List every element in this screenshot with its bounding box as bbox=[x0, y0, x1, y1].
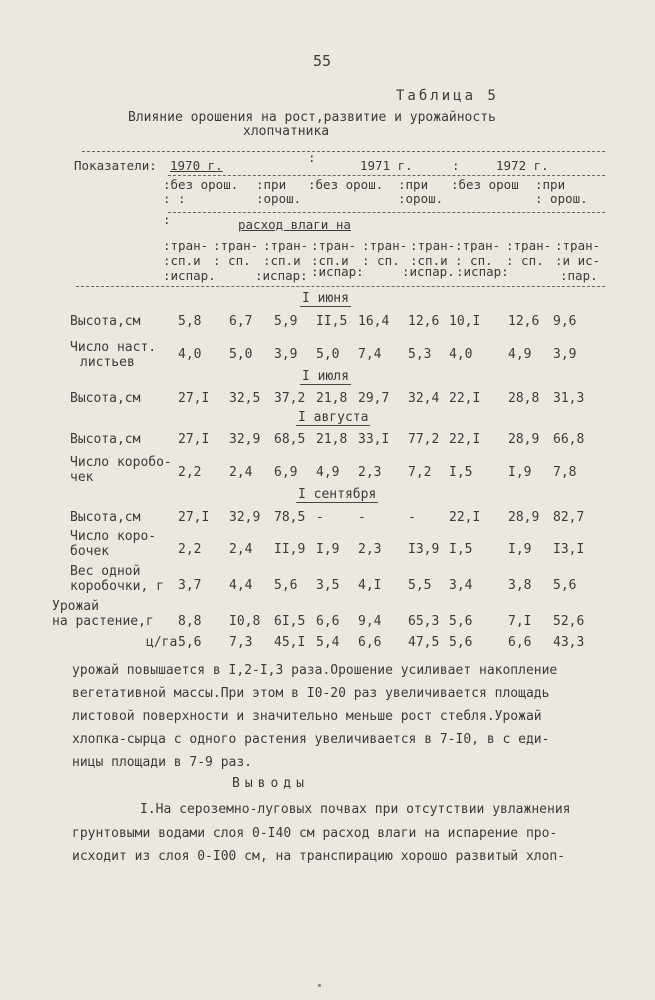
table-cell: II,9 bbox=[274, 542, 306, 557]
row-label: Число коробо- чек bbox=[70, 455, 172, 485]
sub-label: :испар: bbox=[311, 264, 364, 279]
sub-label: :тран- bbox=[455, 238, 501, 253]
table-cell: 37,2 bbox=[274, 391, 306, 406]
header-colon: : bbox=[308, 150, 316, 165]
table-cell: 7,4 bbox=[358, 347, 382, 362]
sub-label: :испар: bbox=[456, 264, 509, 279]
table-label: Таблица 5 bbox=[396, 88, 499, 104]
sub-label: :и ис- bbox=[555, 253, 601, 268]
section-title-june: I июня bbox=[302, 291, 349, 306]
table-cell: 3,9 bbox=[274, 347, 298, 362]
table-cell: 7,2 bbox=[408, 465, 432, 480]
sub-label: :тран- bbox=[410, 238, 456, 253]
table-cell: 5,9 bbox=[274, 314, 298, 329]
sub-label: :испар. bbox=[163, 268, 216, 283]
table-cell: 4,4 bbox=[229, 578, 253, 593]
col-label: : орош. bbox=[535, 191, 588, 206]
table-cell: 32,5 bbox=[229, 391, 261, 406]
table-cell: 65,3 bbox=[408, 614, 440, 629]
table-cell: 28,8 bbox=[508, 391, 540, 406]
sub-label: :сп.и bbox=[263, 253, 301, 268]
sub-label: :тран- bbox=[213, 238, 259, 253]
table-cell: 27,I bbox=[178, 391, 210, 406]
table-cell: 31,3 bbox=[553, 391, 585, 406]
table-cell: 22,I bbox=[449, 432, 481, 447]
table-cell: 66,8 bbox=[553, 432, 585, 447]
table-cell: II,5 bbox=[316, 314, 348, 329]
sub-label: : сп. bbox=[362, 253, 400, 268]
table-cell: 5,6 bbox=[449, 635, 473, 650]
table-cell: 22,I bbox=[449, 391, 481, 406]
col-label: :при bbox=[398, 177, 429, 192]
sub-label: :пар. bbox=[560, 268, 598, 283]
year-1972: 1972 г. bbox=[496, 158, 549, 173]
paragraph-line: вегетативной массы.При этом в I0-20 раз увеличивается площадь bbox=[72, 686, 550, 701]
table-title-line-2: хлопчатника bbox=[243, 124, 330, 139]
table-cell: 9,4 bbox=[358, 614, 382, 629]
paragraph-line: листовой поверхности и значительно меньше рост стебля.Урожай bbox=[72, 709, 542, 724]
table-cell: 32,4 bbox=[408, 391, 440, 406]
table-cell: 2,2 bbox=[178, 542, 202, 557]
table-title-line-1: Влияние орошения на рост,развитие и урожайность bbox=[128, 110, 496, 125]
table-cell: 29,7 bbox=[358, 391, 390, 406]
conclusions-title: Выводы bbox=[232, 776, 309, 791]
table-cell: 12,6 bbox=[408, 314, 440, 329]
sub-label: :испар: bbox=[255, 268, 308, 283]
table-top-rule bbox=[82, 151, 605, 152]
conclusion-line: I.На сероземно-луговых почвах при отсутствии увлажнения bbox=[140, 802, 571, 817]
table-cell: 4,0 bbox=[178, 347, 202, 362]
col-label: :без орош. bbox=[163, 177, 239, 192]
table-cell: 7,8 bbox=[553, 465, 577, 480]
row-label: Высота,см bbox=[70, 510, 141, 525]
table-cell: 22,I bbox=[449, 510, 481, 525]
table-cell: 27,I bbox=[178, 510, 210, 525]
sub-label: :тран- bbox=[506, 238, 552, 253]
year-underline bbox=[168, 175, 605, 176]
sub-label: :тран- bbox=[555, 238, 601, 253]
col-label: :без орош bbox=[451, 177, 519, 192]
header-rule bbox=[168, 212, 605, 213]
table-cell: - bbox=[358, 510, 366, 525]
paragraph-line: ницы площади в 7-9 раз. bbox=[72, 755, 253, 770]
col-label: :орош. bbox=[256, 191, 302, 206]
table-cell: 5,6 bbox=[553, 578, 577, 593]
table-cell: 43,3 bbox=[553, 635, 585, 650]
table-cell: 7,I bbox=[508, 614, 532, 629]
table-cell: 6,6 bbox=[316, 614, 340, 629]
table-cell: 8,8 bbox=[178, 614, 202, 629]
sub-label: : сп. bbox=[455, 253, 493, 268]
year-1971: 1971 г. bbox=[360, 158, 413, 173]
table-cell: 2,4 bbox=[229, 542, 253, 557]
sub-label: :сп.и bbox=[410, 253, 448, 268]
table-cell: I3,I bbox=[553, 542, 585, 557]
table-cell: 2,4 bbox=[229, 465, 253, 480]
table-cell: 28,9 bbox=[508, 432, 540, 447]
table-cell: I,9 bbox=[508, 465, 532, 480]
sub-label: :сп.и bbox=[163, 253, 201, 268]
sub-label: :тран- bbox=[263, 238, 309, 253]
table-cell: 5,6 bbox=[274, 578, 298, 593]
table-cell: 3,8 bbox=[508, 578, 532, 593]
consumption-label: расход влаги на bbox=[238, 217, 351, 232]
indicator-header: Показатели: bbox=[74, 158, 157, 173]
table-cell: 3,4 bbox=[449, 578, 473, 593]
table-cell: 4,I bbox=[358, 578, 382, 593]
table-cell: 3,5 bbox=[316, 578, 340, 593]
table-cell: 4,0 bbox=[449, 347, 473, 362]
paragraph-line: урожай повышается в I,2-I,3 раза.Орошение усиливает накопление bbox=[72, 663, 558, 678]
table-cell: 21,8 bbox=[316, 432, 348, 447]
col-label: :при bbox=[535, 177, 566, 192]
table-cell: 5,4 bbox=[316, 635, 340, 650]
conclusion-line: грунтовыми водами слоя 0-I40 см расход влаги на испарение про- bbox=[72, 826, 558, 841]
table-cell: 32,9 bbox=[229, 510, 261, 525]
row-label: Высота,см bbox=[70, 314, 141, 329]
table-cell: 5,8 bbox=[178, 314, 202, 329]
table-cell: I,5 bbox=[449, 465, 473, 480]
row-label: Вес одной коробочки, г bbox=[70, 564, 164, 594]
sub-label: :тран- bbox=[311, 238, 357, 253]
table-cell: 6,6 bbox=[358, 635, 382, 650]
header-colon: : bbox=[163, 212, 171, 227]
section-title-september: I сентября bbox=[298, 487, 377, 502]
row-label: Число коро- бочек bbox=[70, 529, 157, 559]
table-cell: 6I,5 bbox=[274, 614, 306, 629]
table-cell: 5,6 bbox=[449, 614, 473, 629]
row-label: Высота,см bbox=[70, 432, 141, 447]
table-cell: 52,6 bbox=[553, 614, 585, 629]
table-cell: 7,3 bbox=[229, 635, 253, 650]
table-cell: 78,5 bbox=[274, 510, 306, 525]
table-cell: - bbox=[408, 510, 416, 525]
col-label: :без орош. bbox=[308, 177, 384, 192]
header-colon: : bbox=[452, 158, 460, 173]
table-cell: 82,7 bbox=[553, 510, 585, 525]
table-cell: 3,9 bbox=[553, 347, 577, 362]
table-cell: 12,6 bbox=[508, 314, 540, 329]
table-cell: 6,6 bbox=[508, 635, 532, 650]
row-label: ц/га bbox=[146, 635, 178, 650]
table-cell: 45,I bbox=[274, 635, 306, 650]
table-cell: 47,5 bbox=[408, 635, 440, 650]
table-cell: 2,3 bbox=[358, 542, 382, 557]
table-cell: 77,2 bbox=[408, 432, 440, 447]
sub-label: : сп. bbox=[213, 253, 251, 268]
table-cell: 21,8 bbox=[316, 391, 348, 406]
table-cell: 10,I bbox=[449, 314, 481, 329]
table-cell: 27,I bbox=[178, 432, 210, 447]
row-label: Высота,см bbox=[70, 391, 141, 406]
table-cell: 3,7 bbox=[178, 578, 202, 593]
table-cell: - bbox=[316, 510, 324, 525]
header-colon: : : bbox=[163, 191, 186, 206]
col-label: :при bbox=[256, 177, 287, 192]
table-cell: 5,5 bbox=[408, 578, 432, 593]
row-label: Урожай на растение,г bbox=[52, 599, 154, 629]
row-label: Число наст. листьев bbox=[70, 340, 157, 370]
table-cell: 5,0 bbox=[229, 347, 253, 362]
table-cell: I,9 bbox=[316, 542, 340, 557]
table-cell: 2,3 bbox=[358, 465, 382, 480]
table-cell: 5,6 bbox=[178, 635, 202, 650]
table-cell: 5,3 bbox=[408, 347, 432, 362]
table-cell: 5,0 bbox=[316, 347, 340, 362]
page-number: 55 bbox=[313, 52, 332, 70]
table-cell: 33,I bbox=[358, 432, 390, 447]
table-cell: 68,5 bbox=[274, 432, 306, 447]
table-cell: I,9 bbox=[508, 542, 532, 557]
section-title-july: I июля bbox=[302, 369, 349, 384]
table-cell: 2,2 bbox=[178, 465, 202, 480]
sub-label: : сп. bbox=[506, 253, 544, 268]
header-bottom-rule bbox=[76, 286, 605, 287]
sub-label: :тран- bbox=[163, 238, 209, 253]
col-label: :орош. bbox=[398, 191, 444, 206]
table-cell: 4,9 bbox=[316, 465, 340, 480]
table-cell: I,5 bbox=[449, 542, 473, 557]
table-cell: 32,9 bbox=[229, 432, 261, 447]
table-cell: 9,6 bbox=[553, 314, 577, 329]
sub-label: :тран- bbox=[362, 238, 408, 253]
table-cell: I3,9 bbox=[408, 542, 440, 557]
table-cell: 6,9 bbox=[274, 465, 298, 480]
sub-label: :сп.и bbox=[311, 253, 349, 268]
table-cell: 4,9 bbox=[508, 347, 532, 362]
table-cell: I0,8 bbox=[229, 614, 261, 629]
page-dot bbox=[318, 984, 321, 987]
sub-label: :испар. bbox=[402, 264, 455, 279]
year-1970: 1970 г. bbox=[170, 158, 223, 173]
paragraph-line: хлопка-сырца с одного растения увеличивается в 7-I0, в с еди- bbox=[72, 732, 550, 747]
table-cell: 28,9 bbox=[508, 510, 540, 525]
conclusion-line: исходит из слоя 0-I00 см, на транспирацию хорошо развитый хлоп- bbox=[72, 849, 566, 864]
table-cell: 6,7 bbox=[229, 314, 253, 329]
section-title-august: I августа bbox=[298, 410, 369, 425]
table-cell: 16,4 bbox=[358, 314, 390, 329]
